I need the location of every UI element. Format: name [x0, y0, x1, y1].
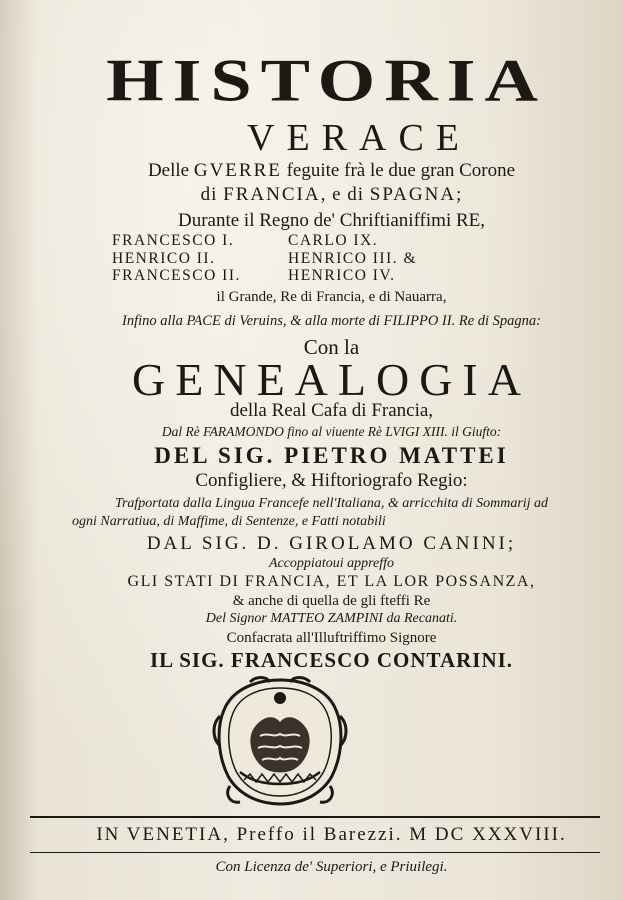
- king-name: FRANCESCO II.: [112, 267, 241, 284]
- king-name: HENRICO III. &: [288, 249, 418, 267]
- narratiua-line: ogni Narratiua, di Maffime, di Sentenze, e Fatti notabili: [72, 514, 386, 529]
- kings-row: [112, 250, 417, 268]
- king-name: HENRICO II.: [112, 249, 216, 267]
- king-name: CARLO IX.: [288, 232, 379, 249]
- zampini-line: Del Signor MATTEO ZAMPINI da Recanati.: [205, 611, 458, 626]
- stati-line: GLI STATI DI FRANCIA, ET LA LOR POSSANZA,: [127, 573, 536, 590]
- consigliere-line: Configliere, & Hiftoriografo Regio:: [195, 470, 468, 491]
- kings-row: [112, 267, 417, 285]
- trasportata-line: Trafportata dalla Lingua Francefe nell'Italiana, & arricchita di Sommarij ad: [114, 496, 549, 511]
- kings-list: [112, 232, 417, 285]
- guerre-line: Delle GVERRE feguite frà le due gran Corone: [147, 160, 516, 181]
- printer-device-crest: [210, 676, 350, 808]
- licenza-line: Con Licenza de' Superiori, e Priuilegi.: [215, 859, 448, 875]
- imprint-line: IN VENETIA, Preffo il Barezzi. M DC XXXVIII.: [96, 824, 567, 845]
- top-rule: [30, 816, 600, 818]
- accoppiatoui-line: Accoppiatoui appreffo: [268, 556, 395, 571]
- real-casa-line: della Real Cafa di Francia,: [229, 400, 434, 421]
- translator-line: DAL SIG. D. GIROLAMO CANINI;: [146, 533, 517, 554]
- pace-line: Infino alla PACE di Veruins, & alla morte di FILIPPO II. Re di Spagna:: [122, 313, 541, 329]
- author-line: DEL SIG. PIETRO MATTEI: [154, 443, 509, 468]
- bottom-rule: [30, 852, 600, 853]
- book-subtitle: VERACE: [247, 117, 471, 159]
- genealogia-heading: GENEALOGIA: [132, 354, 531, 405]
- anche-line: & anche di quella de gli fteffi Re: [232, 593, 431, 609]
- durante-line: Durante il Regno de' Chriftianiffimi RE,: [177, 210, 485, 231]
- king-name: HENRICO IV.: [288, 267, 396, 284]
- consacrata-line: Confacrata all'Illuftriffimo Signore: [226, 630, 437, 646]
- king-name: FRANCESCO I.: [112, 232, 235, 249]
- book-title: HISTORIA: [106, 47, 547, 115]
- faramondo-line: Dal Rè FARAMONDO fino al viuente Rè LVIGI XIII. il Giufto:: [161, 424, 502, 439]
- francia-spagna-line: di FRANCIA, e di SPAGNA;: [200, 184, 463, 205]
- kings-row: [112, 232, 417, 250]
- dedicatee-line: IL SIG. FRANCESCO CONTARINI.: [149, 648, 514, 672]
- grande-line: il Grande, Re di Francia, e di Nauarra,: [216, 289, 447, 305]
- conla-line: Con la: [303, 335, 360, 359]
